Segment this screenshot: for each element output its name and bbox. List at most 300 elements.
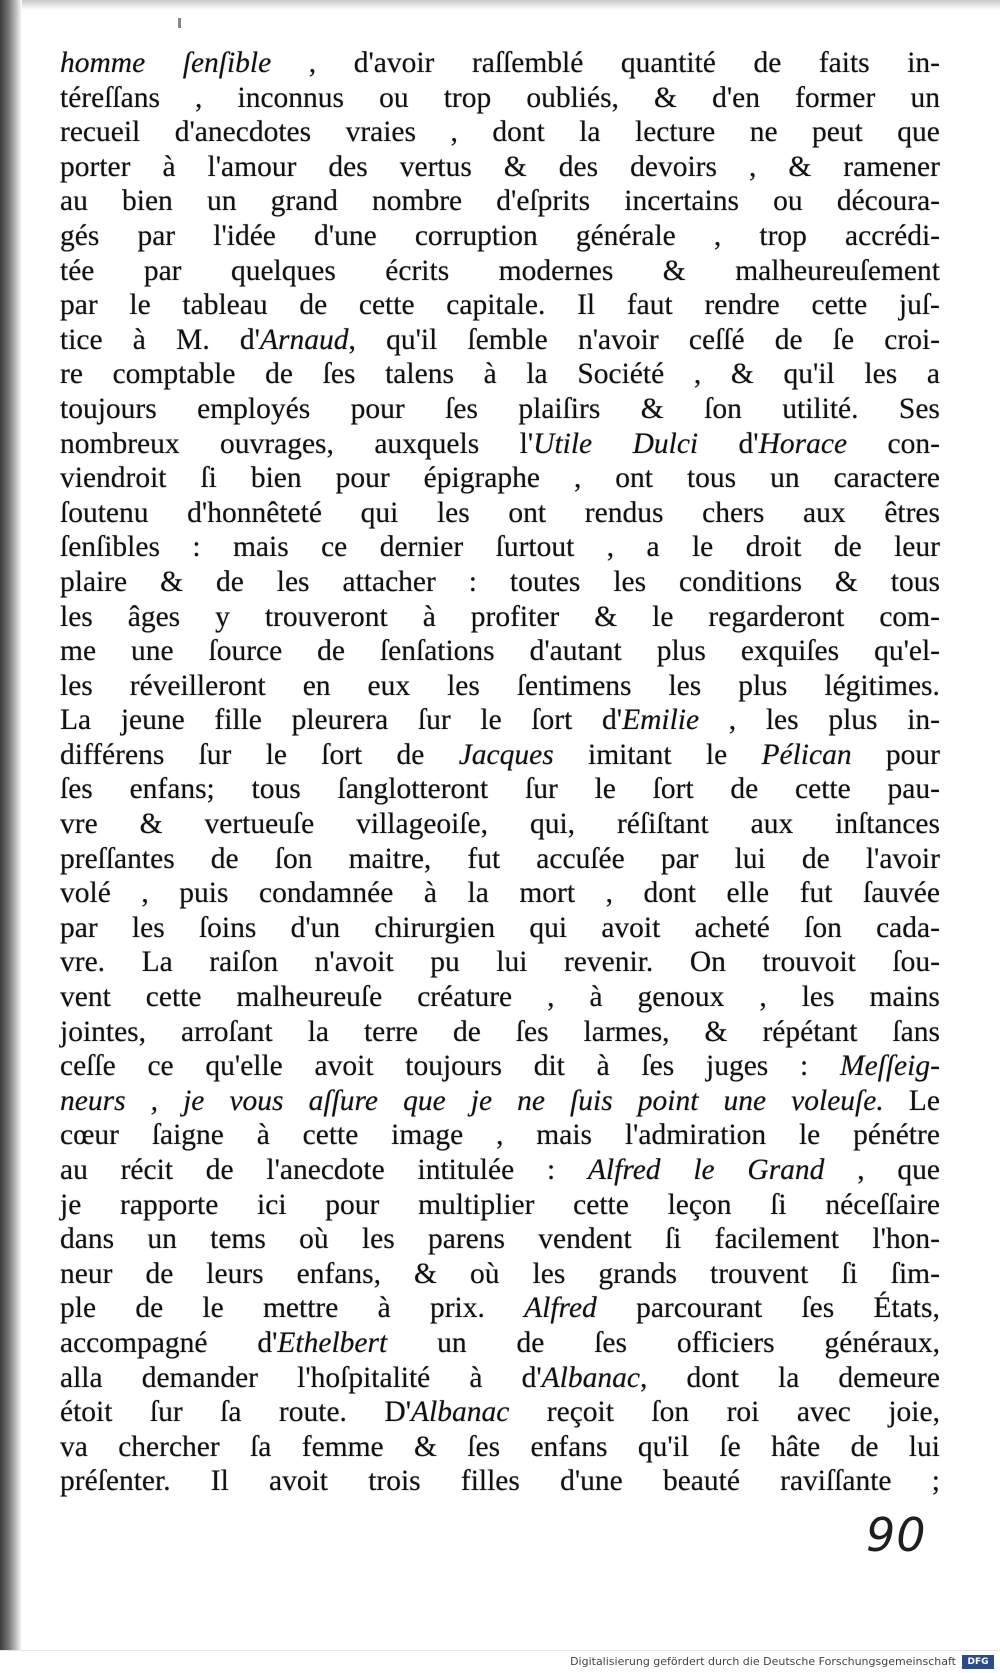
word: qu'il [386, 323, 438, 356]
word: ſes [641, 1050, 675, 1083]
word: preſſantes [60, 842, 175, 875]
word: nombre [372, 185, 463, 218]
word: fille [214, 704, 262, 737]
word: par [60, 911, 98, 944]
word: condamnée [259, 877, 394, 910]
word: aſſure [308, 1084, 378, 1117]
text-line [60, 1291, 940, 1326]
word: larmes, [583, 1015, 670, 1048]
word: a [646, 531, 660, 564]
word: le [480, 704, 502, 737]
word: la [778, 1361, 800, 1394]
word: ſemble [467, 323, 548, 356]
word: créature [417, 981, 513, 1014]
word: le [705, 738, 728, 771]
word: lui [496, 946, 528, 979]
word: ſans [892, 1015, 940, 1048]
word: , [693, 358, 702, 391]
word: trop [443, 81, 492, 114]
word: les [60, 600, 93, 633]
word: juges [706, 1050, 769, 1083]
word: Société [577, 358, 665, 391]
word: épigraphe [423, 462, 540, 495]
word: un [206, 185, 237, 218]
word: découra- [836, 185, 940, 218]
word: une [130, 635, 174, 668]
word: chers [702, 496, 765, 529]
word: de [265, 358, 293, 391]
word: qu'il [783, 358, 835, 391]
word: utilité. [782, 392, 859, 425]
word: ſort [321, 738, 363, 771]
word: vraies [345, 116, 416, 149]
word: Alfred [524, 1292, 597, 1325]
word: de [299, 289, 328, 322]
word: ſes [515, 1015, 549, 1048]
word: la [579, 116, 601, 149]
word: dans [60, 1223, 115, 1256]
word: plaiſirs [518, 392, 601, 425]
word: & [139, 808, 163, 841]
text-line [60, 461, 940, 496]
word: un [770, 462, 800, 495]
word: trouvent [710, 1257, 809, 1290]
word: neurs [60, 1084, 126, 1117]
word: les [864, 358, 898, 391]
word: un [910, 81, 940, 114]
word: avec [796, 1396, 851, 1429]
word: toujours [405, 1050, 502, 1083]
word: d'Arnaud, [239, 323, 356, 356]
word: Dulci [632, 427, 699, 460]
word: in- [907, 47, 940, 79]
word: d'avoir [353, 47, 435, 79]
word: , [450, 116, 458, 149]
text-line [60, 669, 940, 704]
word: plaire [60, 565, 128, 598]
word: de [774, 323, 803, 356]
word: hâte [771, 1430, 821, 1463]
word: ple [60, 1292, 97, 1325]
word: l'idée [213, 219, 276, 252]
text-line [60, 1084, 940, 1119]
text-line [60, 772, 940, 807]
word: former [795, 81, 876, 114]
text-line [60, 1395, 940, 1430]
word: la [307, 1015, 330, 1048]
word: vertus [399, 150, 472, 183]
word: le [129, 289, 151, 322]
word: les [361, 1223, 395, 1256]
word: mort [519, 877, 576, 910]
word: d'Horace [738, 427, 848, 460]
word: regarderont [708, 600, 845, 633]
word: ont [615, 462, 653, 495]
text-line [60, 911, 940, 946]
word: tableau [182, 289, 268, 322]
word: à [377, 1292, 391, 1325]
text-line [60, 1049, 940, 1084]
word: point [637, 1084, 699, 1117]
word: par [660, 842, 699, 875]
word: femme [301, 1430, 384, 1463]
word: âges [127, 600, 181, 633]
word: rendus [584, 496, 664, 529]
word: maitre, [348, 842, 432, 875]
word: beauté [662, 1465, 740, 1498]
word: joie, [888, 1396, 940, 1429]
word: d'Emilie [602, 704, 700, 737]
word: route. [278, 1396, 347, 1429]
word: Il [210, 1465, 229, 1498]
word: dont [686, 1361, 739, 1394]
scan-speck [178, 18, 181, 28]
word: parens [427, 1223, 505, 1256]
word: & [160, 565, 184, 598]
word: le [202, 1292, 224, 1325]
text-line [60, 1257, 940, 1292]
dfg-logo-badge: DFG [962, 1655, 994, 1669]
word: ce [147, 1050, 174, 1083]
word: ſort [652, 773, 694, 806]
word: mais [232, 531, 289, 564]
word: de [317, 635, 346, 668]
word: à [589, 981, 603, 1014]
word: plus [828, 704, 878, 737]
text-line [60, 1326, 940, 1361]
word: les [447, 669, 480, 702]
word: Pélican [761, 738, 852, 771]
word: l'avoir [865, 842, 940, 875]
word: les [668, 669, 702, 702]
word: tice [60, 323, 103, 356]
word: que [897, 116, 940, 149]
text-line [60, 1464, 940, 1499]
word: pau- [887, 773, 940, 806]
word: ſim- [890, 1257, 940, 1290]
word: rendre [704, 289, 780, 322]
text-line [60, 1361, 940, 1396]
word: employés [197, 392, 311, 425]
word: reçoit [546, 1396, 614, 1429]
word: grand [270, 185, 338, 218]
word: enfans, [296, 1257, 382, 1290]
word: d'Albanac, [521, 1361, 648, 1394]
word: Jacques [458, 738, 554, 771]
word: d'autant [529, 635, 622, 668]
word: les [436, 496, 470, 529]
word: alla [60, 1361, 103, 1394]
word: inſtances [835, 808, 940, 841]
word: quelques [230, 254, 336, 287]
word: cette [145, 981, 202, 1014]
word: faut [626, 289, 673, 322]
word: ramener [843, 150, 940, 183]
word: ſur [525, 773, 558, 806]
text-line [60, 392, 940, 427]
word: ne [517, 1084, 545, 1117]
word: conditions [679, 565, 802, 598]
text-line [60, 1222, 940, 1257]
word: fut [467, 842, 501, 875]
word: comptable [112, 358, 236, 391]
word: ſi [200, 462, 217, 495]
text-line [60, 530, 940, 565]
word: la [526, 358, 548, 391]
text-line [60, 427, 940, 462]
word: raviſſante [780, 1465, 892, 1498]
word: corruption [414, 219, 538, 252]
word: ſes [467, 1430, 501, 1463]
word: bien [122, 185, 173, 218]
word: pleurera [291, 704, 389, 737]
page-number: 90 [866, 1508, 927, 1562]
word: préſenter. [60, 1465, 171, 1498]
text-line [60, 565, 940, 600]
body-text [60, 46, 940, 1499]
word: d'une [314, 219, 377, 252]
word: téreſſans [60, 81, 160, 114]
word: vent [60, 981, 111, 1014]
word: homme [60, 47, 146, 79]
word: avoit [314, 1050, 374, 1083]
word: les [532, 1257, 566, 1290]
word: les [801, 981, 835, 1014]
word: au [60, 1154, 88, 1186]
word: à [256, 1119, 270, 1152]
word: & [662, 254, 686, 287]
word: l'admiration [624, 1119, 767, 1152]
word: pénétre [853, 1119, 940, 1152]
word: & [788, 150, 812, 183]
word: ſauvée [863, 877, 940, 910]
text-line [60, 980, 940, 1015]
word: grands [598, 1257, 677, 1290]
word: volé [60, 877, 111, 910]
text-line [60, 1153, 940, 1188]
word: la [467, 877, 489, 910]
word: de [215, 565, 244, 598]
word: d'en [712, 81, 760, 114]
word: cette [811, 289, 868, 322]
word: ont [508, 496, 547, 529]
word: : [800, 1050, 809, 1083]
word: tous [890, 565, 940, 598]
word: qu'il [637, 1430, 690, 1463]
word: neur [60, 1257, 113, 1290]
word: leçon [667, 1188, 732, 1221]
word: ſur [417, 704, 451, 737]
word: On [689, 946, 726, 979]
word: lui [734, 842, 766, 875]
word: droit [745, 531, 802, 564]
word: que [403, 1084, 446, 1117]
word: je [60, 1188, 82, 1221]
word: l'hoſpitalité [297, 1361, 431, 1394]
text-line [60, 738, 940, 773]
word: officiers [676, 1326, 775, 1359]
word: , [759, 981, 767, 1014]
word: & [594, 600, 618, 633]
text-line [60, 945, 940, 980]
word: ou [379, 81, 409, 114]
word: vous [229, 1084, 284, 1117]
word: récit [120, 1154, 174, 1186]
binding-shadow [0, 0, 22, 1650]
word: dont [643, 877, 696, 910]
word: de [452, 1015, 481, 1048]
word: & [834, 565, 858, 598]
text-line [60, 254, 940, 289]
word: , [728, 704, 737, 737]
word: re [60, 358, 83, 391]
word: malheureuſement [735, 254, 940, 287]
word: cette [573, 1188, 629, 1221]
word: les [131, 911, 165, 944]
word: à [423, 877, 437, 910]
word: au [60, 185, 88, 218]
text-line [60, 842, 940, 877]
word: d'une [560, 1465, 623, 1498]
word: ſenſibles [60, 531, 160, 564]
word: filles [460, 1465, 520, 1498]
word: , [713, 219, 722, 252]
word: : [192, 531, 201, 564]
word: cœur [60, 1119, 119, 1152]
word: toutes [509, 565, 581, 598]
word: avoit [601, 911, 661, 944]
word: jeune [120, 704, 185, 737]
word: demeure [838, 1361, 940, 1394]
word: accompagné [60, 1326, 208, 1359]
word: ſes [322, 358, 356, 391]
word: rapporte [120, 1188, 219, 1221]
word: ſon [651, 1396, 690, 1429]
word: réveilleront [129, 669, 266, 702]
word: les [276, 565, 310, 598]
word: peut [812, 116, 863, 149]
word: aux [750, 808, 794, 841]
word: attacher [342, 565, 436, 598]
word: dit [533, 1050, 565, 1083]
word: ſi [770, 1188, 787, 1221]
word: imitant [588, 738, 672, 771]
word: leur [894, 531, 940, 564]
word: com- [879, 600, 940, 633]
text-line [60, 703, 940, 738]
text-line [60, 1015, 940, 1050]
word: ici [257, 1188, 287, 1221]
word: & [503, 150, 527, 183]
word: acheté [694, 911, 770, 944]
word: parcourant [636, 1292, 763, 1325]
word: par [137, 219, 176, 252]
word: de [210, 842, 239, 875]
word: cada- [876, 911, 940, 944]
word: ſentimens [516, 669, 632, 702]
word: profiter [470, 600, 560, 633]
word: ſon [274, 842, 313, 875]
word: raſſemblé [471, 47, 584, 79]
digitization-footer [0, 1650, 1000, 1673]
word: porter [60, 150, 131, 183]
word: fut [799, 877, 833, 910]
word: modernes [498, 254, 614, 287]
word: roi [726, 1396, 760, 1429]
word: à [469, 1361, 483, 1394]
word: pour [325, 1188, 380, 1221]
word: ou [773, 185, 803, 218]
word: qui [529, 911, 568, 944]
word: générale [575, 219, 676, 252]
word: mains [869, 981, 940, 1014]
word: , [150, 1084, 159, 1117]
word: l'anecdote [266, 1154, 385, 1186]
word: ſur [198, 738, 232, 771]
word: différens [60, 738, 165, 771]
word: ſa [250, 1430, 272, 1463]
word: ſi [664, 1223, 682, 1256]
text-line [60, 115, 940, 150]
word: leurs [206, 1257, 264, 1290]
word: trouvoit [762, 946, 856, 979]
word: par [60, 289, 98, 322]
word: de [516, 1326, 545, 1359]
word: , [195, 81, 203, 114]
word: d'eſprits [496, 185, 591, 218]
word: & [704, 1015, 728, 1048]
text-line [60, 46, 940, 81]
word: facilement [714, 1223, 840, 1256]
word: les [613, 565, 647, 598]
text-line [60, 357, 940, 392]
word: cette [795, 773, 851, 806]
word: États, [873, 1292, 940, 1325]
word: bien [250, 462, 302, 495]
word: puis [179, 877, 229, 910]
word: in- [907, 704, 940, 737]
text-line [60, 184, 940, 219]
word: Il [577, 289, 596, 322]
word: pour [885, 738, 940, 771]
word: n'avoir [577, 323, 659, 356]
word: lecture [635, 116, 716, 149]
word: que [897, 1154, 940, 1186]
word: vertueuſe [204, 808, 315, 841]
word: ceſſe [60, 1050, 116, 1083]
word: écrits [385, 254, 450, 287]
word: dernier [379, 531, 464, 564]
text-line [60, 496, 940, 531]
word: ſuis [570, 1084, 613, 1117]
word: ſur [149, 1396, 183, 1429]
word: mettre [262, 1292, 339, 1325]
word: juſ- [898, 289, 940, 322]
word: qui [360, 496, 399, 529]
word: vre. [60, 946, 106, 979]
word: Ses [898, 392, 940, 425]
footer-credit: Digitalisierung gefördert durch die Deutsche Forschungsgemeinschaft [570, 1655, 956, 1668]
word: d'honnêteté [187, 496, 322, 529]
word: gés [60, 219, 100, 252]
word: n'avoit [314, 946, 394, 979]
word: villageoiſe, [356, 808, 489, 841]
word: , [547, 981, 555, 1014]
word: & [414, 1257, 437, 1290]
word: ſou- [892, 946, 940, 979]
word: d'anecdotes [174, 116, 312, 149]
word: , [573, 462, 582, 495]
